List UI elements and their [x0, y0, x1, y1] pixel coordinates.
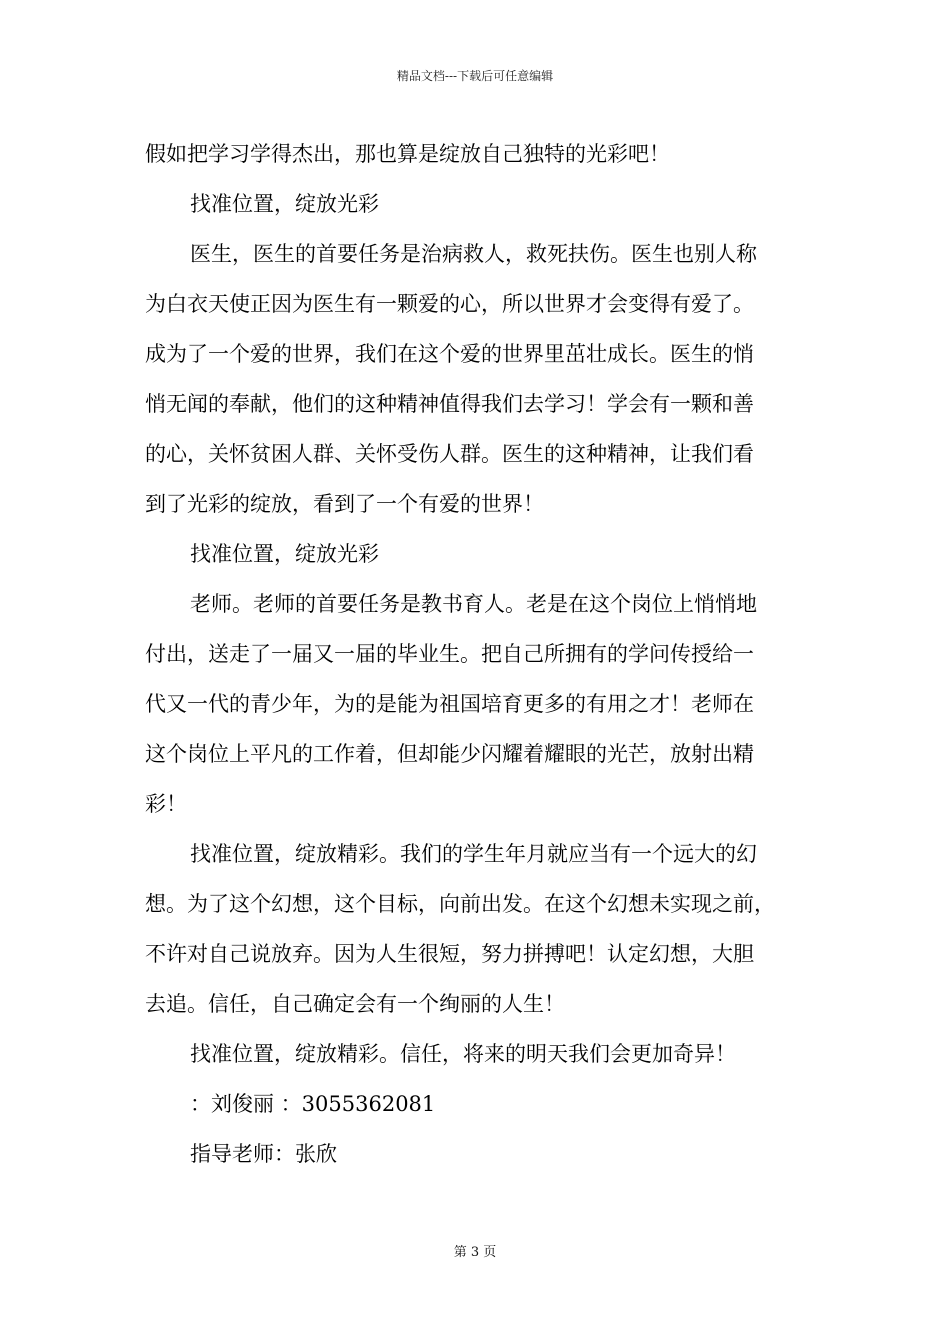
- paragraph: [145, 1029, 825, 1079]
- text-line: 老师。老师的首要任务是教书育人。老是在这个岗位上悄悄地: [190, 592, 757, 616]
- text-line: 到了光彩的绽放，看到了一个有爱的世界！: [145, 492, 544, 516]
- paragraph: [145, 829, 825, 1029]
- text-line: 的心，关怀贫困人群、关怀受伤人群。医生的这种精神，让我们看: [145, 442, 754, 466]
- text-line: 彩！: [145, 792, 187, 816]
- text-line: 指导老师：张欣: [190, 1142, 337, 1166]
- text-line: 付出，送走了一届又一届的毕业生。把自己所拥有的学问传授给一: [145, 642, 754, 666]
- paragraph: [145, 579, 825, 829]
- text-line: 找准位置，绽放光彩: [190, 542, 379, 566]
- paragraph: [145, 1129, 825, 1179]
- paragraph: [145, 1079, 825, 1129]
- text-line: 医生，医生的首要任务是治病救人，救死扶伤。医生也别人称: [190, 242, 757, 266]
- paragraph: [145, 229, 825, 529]
- text-line: 为白衣天使正因为医生有一颗爱的心，所以世界才会变得有爱了。: [145, 292, 754, 316]
- text-line: 假如把学习学得杰出，那也算是绽放自己独特的光彩吧！: [145, 142, 670, 166]
- text-line: 代又一代的青少年，为的是能为祖国培育更多的有用之才！老师在: [145, 692, 754, 716]
- page-number: 第 3 页: [453, 1245, 497, 1260]
- text-line: 这个岗位上平凡的工作着，但却能少闪耀着耀眼的光芒，放射出精: [145, 742, 754, 766]
- text-line: 成为了一个爱的世界，我们在这个爱的世界里茁壮成长。医生的悄: [145, 342, 754, 366]
- document-body: [145, 129, 825, 1179]
- text-line: 找准位置，绽放精彩。信任，将来的明天我们会更加奇异！: [190, 1042, 736, 1066]
- paragraph: [145, 129, 825, 179]
- text-line: 找准位置，绽放精彩。我们的学生年月就应当有一个远大的幻: [190, 842, 757, 866]
- text-line: 去追。信任，自己确定会有一个绚丽的人生！: [145, 992, 565, 1016]
- paragraph: [145, 179, 825, 229]
- text-line: 不许对自己说放弃。因为人生很短，努力拼搏吧！认定幻想，大胆: [145, 942, 754, 966]
- text-line: ：刘俊丽 ：3055362081: [190, 1092, 436, 1116]
- text-line: 悄无闻的奉献，他们的这种精神值得我们去学习！学会有一颗和善: [145, 392, 754, 416]
- paragraph: [145, 529, 825, 579]
- text-line: 想。为了这个幻想，这个目标，向前出发。在这个幻想未实现之前，: [145, 892, 775, 916]
- page-header: 精品文档---下载后可任意编辑: [396, 69, 554, 83]
- text-line: 找准位置，绽放光彩: [190, 192, 379, 216]
